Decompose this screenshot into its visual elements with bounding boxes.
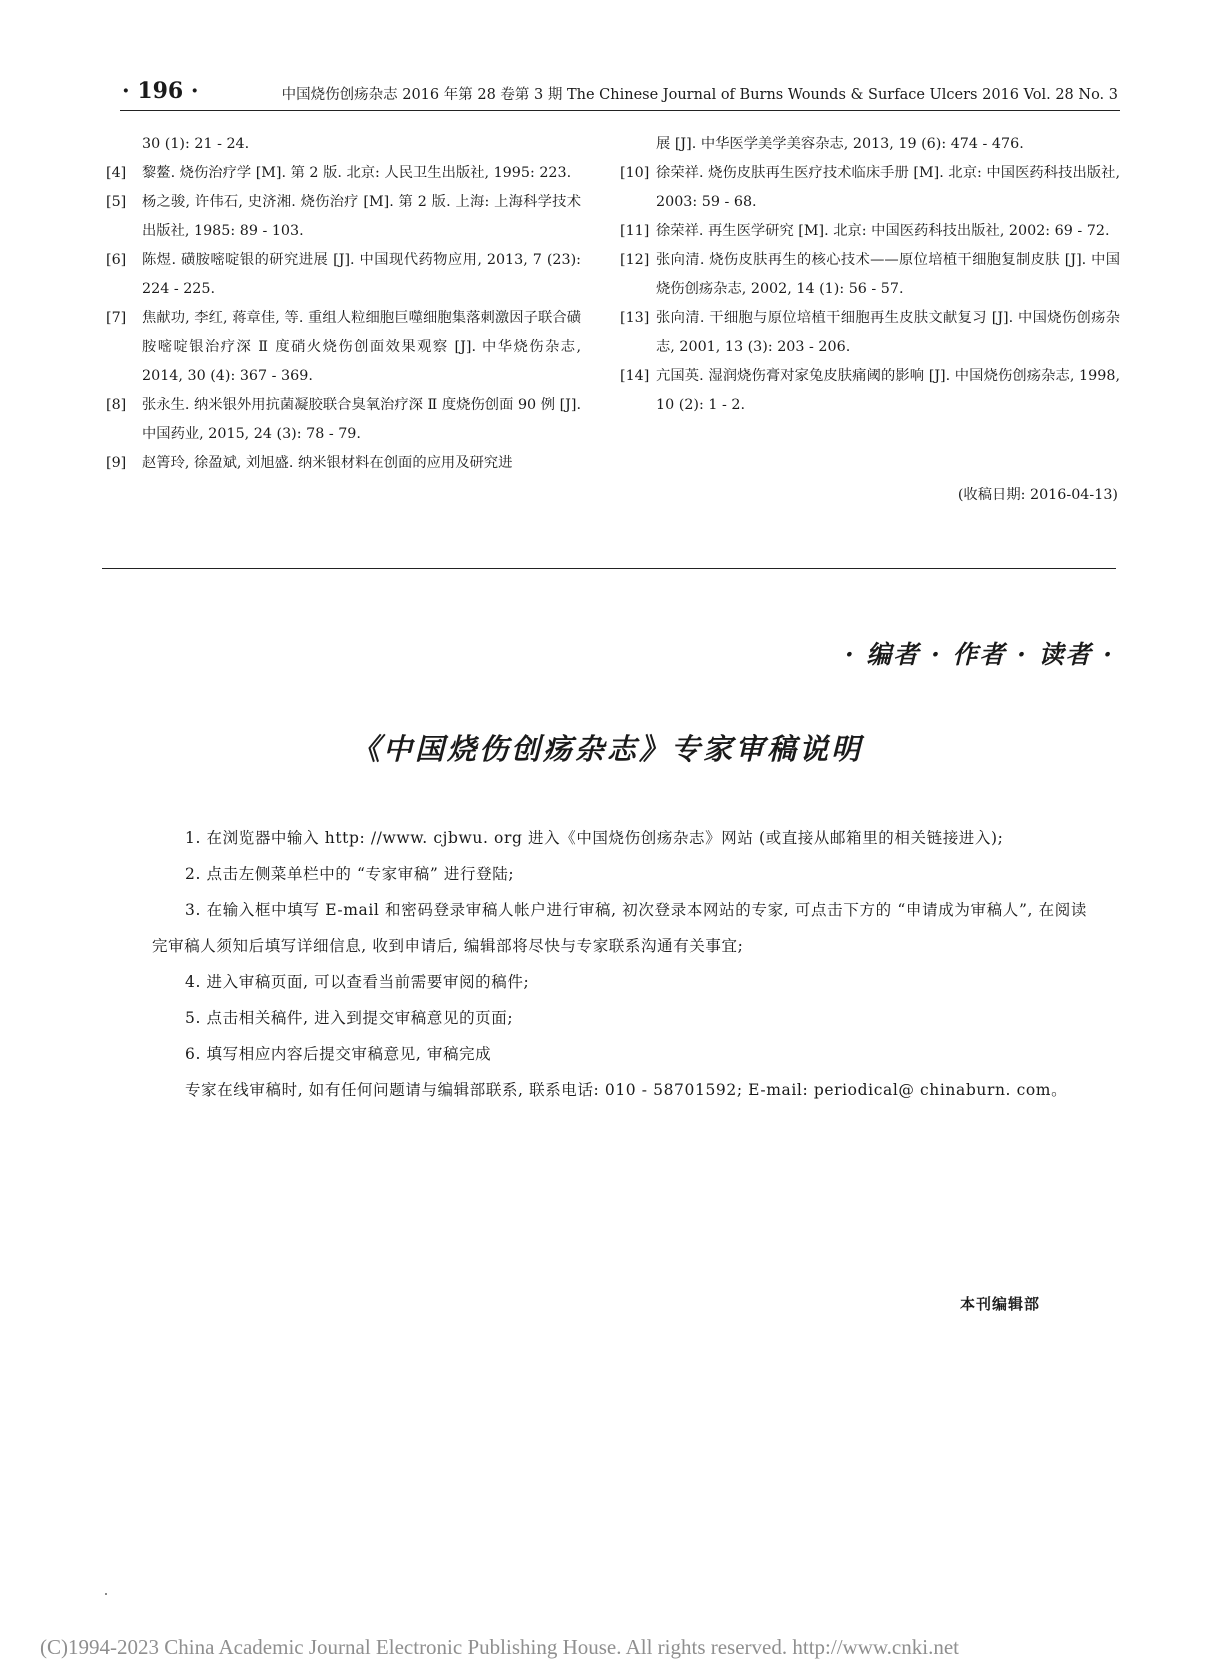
reference-item: [11] 徐荣祥. 再生医学研究 [M]. 北京: 中国医药科技出版社, 2002: 69 - 72.: [620, 223, 1110, 239]
notice-title: 《中国烧伤创疡杂志》专家审稿说明: [350, 732, 863, 766]
page-header: [122, 78, 1118, 108]
reference-item: [13] 张向清. 干细胞与原位培植干细胞再生皮肤文献复习 [J]. 中国烧伤创疡杂志, 2001, 13 (3): 203 - 206.: [620, 310, 1120, 355]
reference-item: [9] 赵箐玲, 徐盈斌, 刘旭盛. 纳米银材料在创面的应用及研究进: [106, 455, 513, 471]
reference-item: [12] 张向清. 烧伤皮肤再生的核心技术——原位培植干细胞复制皮肤 [J]. 中国烧伤创疡杂志, 2002, 14 (1): 56 - 57.: [620, 252, 1120, 297]
notice-step: 3. 在输入框中填写 E-mail 和密码登录审稿人帐户进行审稿, 初次登录本网站的专家, 可点击下方的 “申请成为审稿人”, 在阅读完审稿人须知后填写详细信息, 收到申请后, 编辑部将尽快与专家联系沟通有关事宜;: [152, 901, 1087, 955]
page-number: · 196 ·: [122, 78, 199, 104]
reference-item: [5] 杨之骏, 许伟石, 史济湘. 烧伤治疗 [M]. 第 2 版. 上海: 上海科学技术出版社, 1985: 89 - 103.: [106, 194, 581, 239]
reference-item: [6] 陈煜. 磺胺嘧啶银的研究进展 [J]. 中国现代药物应用, 2013, 7 (23): 224 - 225.: [106, 252, 581, 297]
reference-item: [4] 黎鳌. 烧伤治疗学 [M]. 第 2 版. 北京: 人民卫生出版社, 1995: 223.: [106, 165, 572, 181]
references-left-column: [106, 130, 581, 478]
notice-body: [152, 820, 1087, 1108]
section-tag: · 编者 · 作者 · 读者 ·: [844, 640, 1114, 669]
notice-step: 2. 点击左侧菜单栏中的 “专家审稿” 进行登陆;: [185, 865, 515, 883]
notice-step: 6. 填写相应内容后提交审稿意见, 审稿完成: [185, 1045, 492, 1063]
reference-item: 展 [J]. 中华医学美学美容杂志, 2013, 19 (6): 474 - 476.: [656, 136, 1024, 152]
reference-item: [10] 徐荣祥. 烧伤皮肤再生医疗技术临床手册 [M]. 北京: 中国医药科技出版社, 2003: 59 - 68.: [620, 165, 1120, 210]
notice-step: 5. 点击相关稿件, 进入到提交审稿意见的页面;: [185, 1009, 514, 1027]
reference-item: [7] 焦献功, 李红, 蒋章佳, 等. 重组人粒细胞巨噬细胞集落刺激因子联合磺胺嘧啶银治疗深 Ⅱ 度硝火烧伤创面效果观察 [J]. 中华烧伤杂志, 2014, 30 (4): 367 - 369.: [106, 310, 581, 384]
reference-item: [14] 亢国英. 湿润烧伤膏对家兔皮肤痛阈的影响 [J]. 中国烧伤创疡杂志, 1998, 10 (2): 1 - 2.: [620, 368, 1120, 413]
notice-step: 1. 在浏览器中输入 http: //www. cjbwu. org 进入《中国烧伤创疡杂志》网站 (或直接从邮箱里的相关链接进入);: [185, 829, 1004, 847]
reference-item: 30 (1): 21 - 24.: [142, 136, 250, 152]
notice-step: 4. 进入审稿页面, 可以查看当前需要审阅的稿件;: [185, 973, 530, 991]
copyright-footer: (C)1994-2023 China Academic Journal Electronic Publishing House. All rights reserved. http://www.cnki.net: [40, 1635, 959, 1659]
references-right-column: [620, 130, 1120, 420]
header-rule: [120, 110, 1120, 111]
running-title: 中国烧伤创疡杂志 2016 年第 28 卷第 3 期 The Chinese Journal of Burns Wounds & Surface Ulcers 2016 Vol. 28 No. 3: [281, 87, 1118, 103]
scan-speck: [105, 1593, 107, 1595]
received-date: (收稿日期: 2016-04-13): [957, 487, 1118, 503]
notice-contact: 专家在线审稿时, 如有任何问题请与编辑部联系, 联系电话: 010 - 58701592; E-mail: periodical@ chinaburn. com。: [185, 1081, 1068, 1099]
section-divider: [102, 568, 1116, 569]
editorial-signature: 本刊编辑部: [959, 1295, 1040, 1313]
reference-item: [8] 张永生. 纳米银外用抗菌凝胶联合臭氧治疗深 Ⅱ 度烧伤创面 90 例 [J]. 中国药业, 2015, 24 (3): 78 - 79.: [106, 397, 581, 442]
